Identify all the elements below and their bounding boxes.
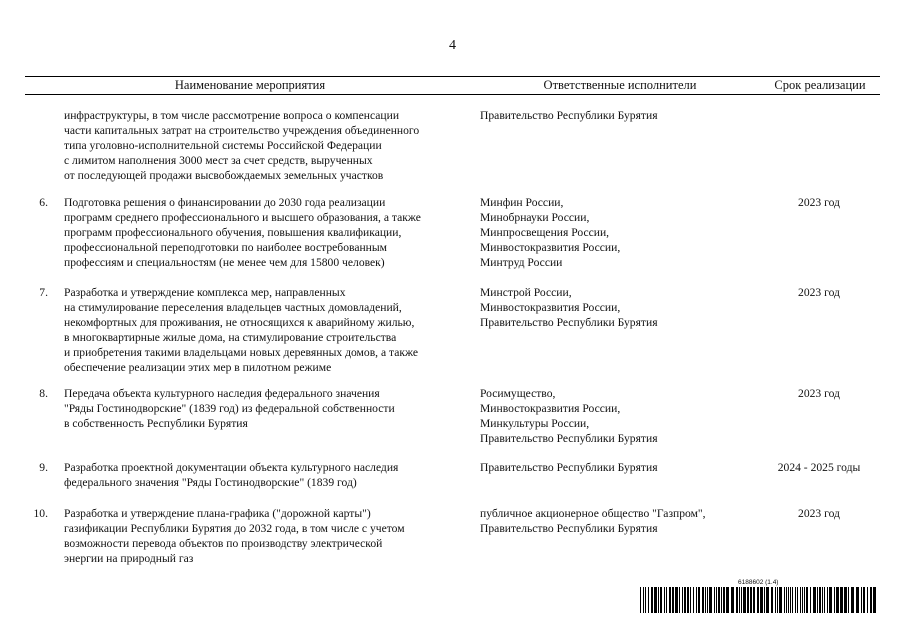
responsible-line: Правительство Республики Бурятия [480, 109, 658, 122]
description-line: на стимулирование переселения владельцев частных домовладений, [64, 301, 402, 314]
header-term: Срок реализации [774, 78, 866, 92]
row-term: 2024 - 2025 годы [777, 461, 861, 474]
description-line: от последующей продажи высвобождаемых земельных участков [64, 169, 384, 182]
description-line: федерального значения "Ряды Гостинодворские" (1839 год) [64, 476, 357, 489]
description-line: программ среднего профессионального и высшего образования, а также [64, 211, 421, 224]
row-number: 8. [39, 387, 48, 400]
description-line: с лимитом наполнения 3000 мест за счет средств, вырученных [64, 154, 373, 167]
row-term: 2023 год [798, 387, 840, 400]
responsible-line: Минфин России, [480, 196, 564, 209]
responsible-line: Минтруд России [480, 256, 563, 269]
row-responsible [480, 108, 750, 123]
description-line: в многоквартирные жилые дома, на стимулирование строительства [64, 331, 397, 344]
description-line: Разработка и утверждение комплекса мер, направленных [64, 286, 346, 299]
row-responsible [480, 460, 750, 475]
row-term: 2023 год [798, 196, 840, 209]
description-line: Разработка и утверждение плана-графика ("дорожной карты") [64, 507, 371, 520]
description-line: возможности перевода объектов по производству электрической [64, 537, 383, 550]
row-description [64, 506, 464, 566]
description-line: инфраструктуры, в том числе рассмотрение вопроса о компенсации [64, 109, 400, 122]
responsible-line: публичное акционерное общество "Газпром", [480, 507, 706, 520]
responsible-line: Минстрой России, [480, 286, 572, 299]
description-line: профессиям и специальностям (не менее чем для 15800 человек) [64, 256, 385, 269]
responsible-line: Правительство Республики Бурятия [480, 461, 658, 474]
row-responsible [480, 285, 750, 330]
responsible-line: Минвостокразвития России, [480, 301, 621, 314]
responsible-line: Росимущество, [480, 387, 556, 400]
description-line: обеспечение реализации этих мер в пилотном режиме [64, 361, 332, 374]
row-description [64, 460, 464, 490]
row-number: 7. [39, 286, 48, 299]
responsible-line: Минкультуры России, [480, 417, 590, 430]
row-responsible [480, 195, 750, 270]
description-line: газификации Республики Бурятия до 2032 года, в том числе с учетом [64, 522, 405, 535]
row-number: 6. [39, 196, 48, 209]
description-line: Передача объекта культурного наследия федерального значения [64, 387, 380, 400]
row-description [64, 195, 464, 270]
row-description [64, 108, 464, 183]
row-term: 2023 год [798, 286, 840, 299]
responsible-line: Минобрнауки России, [480, 211, 590, 224]
description-line: профессиональной переподготовки по наиболее востребованным [64, 241, 388, 254]
description-line: и приобретения такими владельцами новых деревянных домов, а также [64, 346, 418, 359]
responsible-line: Правительство Республики Бурятия [480, 316, 658, 329]
description-line: типа уголовно-исполнительной системы Российской Федерации [64, 139, 382, 152]
header-responsible: Ответственные исполнители [543, 78, 697, 92]
description-line: в собственность Республики Бурятия [64, 417, 248, 430]
row-description [64, 386, 464, 431]
table-header [25, 76, 880, 95]
description-line: части капитальных затрат на строительство учреждения объединенного [64, 124, 420, 137]
responsible-line: Минвостокразвития России, [480, 402, 621, 415]
description-line: энергии на природный газ [64, 552, 194, 565]
page-number: 4 [449, 38, 456, 53]
barcode-icon [640, 587, 880, 613]
row-responsible [480, 506, 750, 536]
description-line: Подготовка решения о финансировании до 2030 года реализации [64, 196, 386, 209]
responsible-line: Минвостокразвития России, [480, 241, 621, 254]
header-name: Наименование мероприятия [174, 78, 326, 92]
responsible-line: Правительство Республики Бурятия [480, 522, 658, 535]
description-line: "Ряды Гостинодворские" (1839 год) из федеральной собственности [64, 402, 395, 415]
row-number: 10. [33, 507, 48, 520]
responsible-line: Правительство Республики Бурятия [480, 432, 658, 445]
description-line: Разработка проектной документации объекта культурного наследия [64, 461, 399, 474]
responsible-line: Минпросвещения России, [480, 226, 610, 239]
row-description [64, 285, 464, 375]
description-line: некомфортных для проживания, не относящихся к аварийному жилью, [64, 316, 415, 329]
row-term: 2023 год [798, 507, 840, 520]
row-number: 9. [39, 461, 48, 474]
row-responsible [480, 386, 750, 446]
description-line: программ профессионального обучения, повышения квалификации, [64, 226, 402, 239]
document-code: 6188602 (1.4) [738, 579, 779, 586]
